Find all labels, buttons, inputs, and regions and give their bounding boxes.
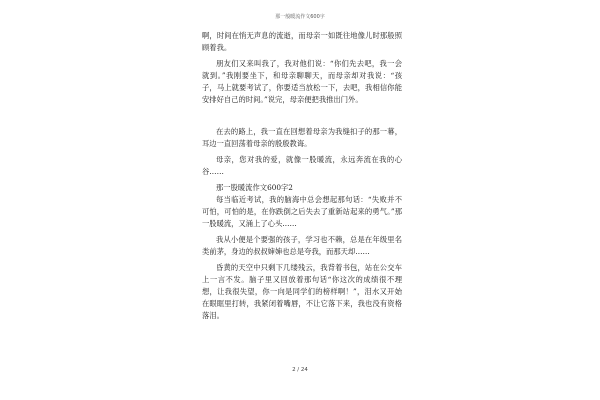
- paragraph-3: 在去的路上，我一直在回想着母亲为我缝扣子的那一幕，耳边一直回荡着母亲的殷殷教诲。: [202, 127, 402, 148]
- page-number: 2 / 24: [292, 367, 308, 373]
- running-header: 那一般暖流作文600字: [275, 14, 325, 20]
- section-subtitle: 那一股暖流作文600字2: [216, 183, 293, 192]
- document-body: [202, 30, 402, 322]
- paragraph-5: 每当临近考试，我的脑海中总会想起那句话：“失败并不可怕，可怕的是，在你跌倒之后失去了重新站起来的勇气。”那一股暖流，又涌上了心头……: [202, 195, 402, 228]
- paragraph-2: 朋友们又来叫我了，我对他们说：“你们先去吧，我一会就到。”我刚要坐下，和母亲聊聊天，而母亲却对我说：“孩子，马上就要考试了，你要适当放松一下，去吧，我相信你能安排好自己的时间。”说完，母亲便把我推出门外。: [202, 59, 402, 104]
- paragraph-1: 啊，时间在悄无声息的流逝，而母亲一如既往地像儿时那般照顾着我。: [202, 31, 402, 52]
- paragraph-6: 我从小便是个要强的孩子，学习也不赖，总是在年级里名类前茅，身边的叔叔婶婶也总是夸我，而那天却……: [202, 235, 402, 256]
- paragraph-4: 母亲，您对我的爱，就像一股暖流，永远奔流在我的心谷……: [202, 155, 402, 176]
- paragraph-7: 昏黄的天空中只剩下几缕残云，我背着书包，站在公交车上一言不发。脑子里又回放着那句话“你这次的成绩很不理想，让我很失望，你一向是同学们的榜样啊！”，泪水又开始在眼眶里打转，我紧闭着嘴唇，不让它落下来，我也没有资格落泪。: [202, 263, 402, 320]
